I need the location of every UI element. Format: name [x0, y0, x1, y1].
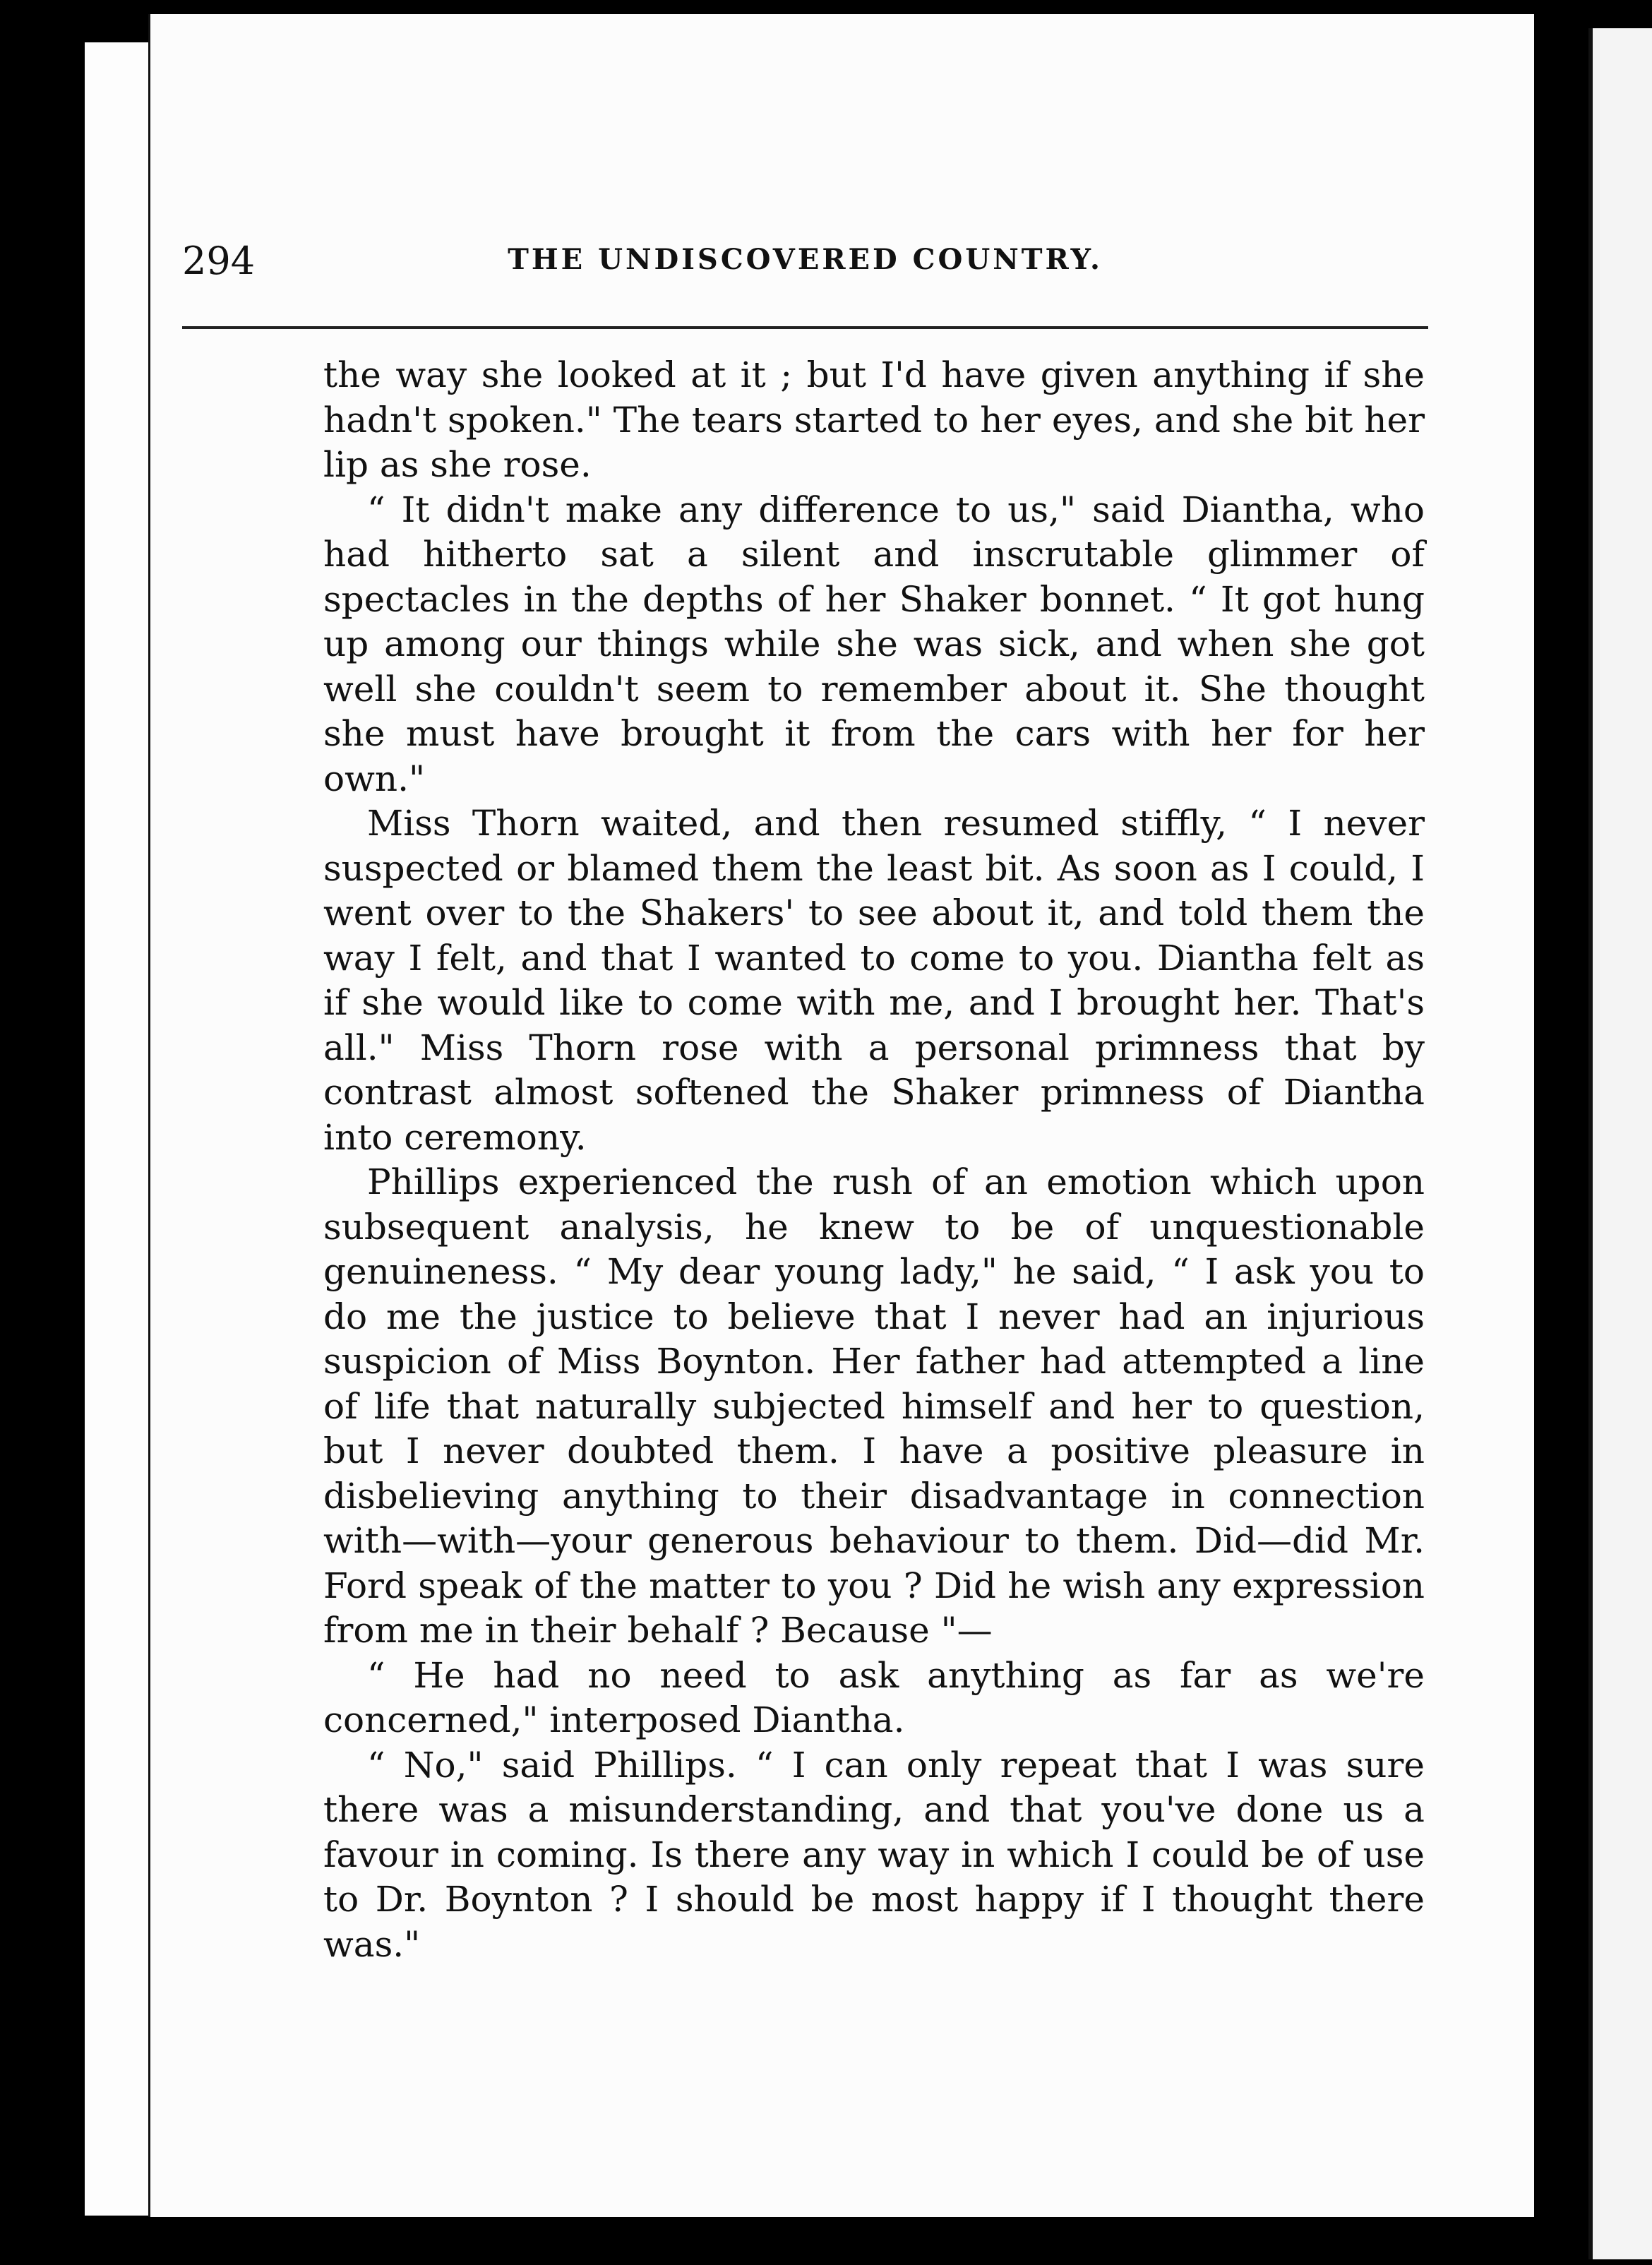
- paragraph: “ No," said Phillips. “ I can only repeat that I was sure there was a misunderstanding, and that you've done us a favour in coming. Is there any way in which I could be of use to Dr. Boynton ? I should be most happy if I thought there was.": [323, 1744, 1425, 1965]
- body-text: [323, 353, 1425, 1967]
- paragraph: Miss Thorn waited, and then resumed stiffly, “ I never suspected or blamed them the least bit. As soon as I could, I went over to the Shakers' to see about it, and told them the way I felt, and that I wanted to come to you. Diantha felt as if she would like to come with me, and I brought her. That's all." Miss Thorn rose with a personal primness that by contrast almost softened the Shaker primness of Diantha into ceremony.: [323, 803, 1425, 1158]
- paragraph: “ He had no need to ask anything as far as we're concerned," interposed Diantha.: [323, 1654, 1425, 1740]
- paragraph: “ It didn't make any difference to us," said Diantha, who had hitherto sat a silent and inscrutable glimmer of spectacles in the depths of her Shaker bonnet. “ It got hung up among our things while she was sick, and when she got well she couldn't seem to remember about it. She thought she must have brought it from the cars with her for her own.": [323, 489, 1425, 799]
- paragraph: Phillips experienced the rush of an emotion which upon subsequent analysis, he knew to be of unquestionable genuineness. “ My dear young lady," he said, “ I ask you to do me the justice to believe that I never had an injurious suspicion of Miss Boynton. Her father had attempted a line of life that naturally subjected himself and her to question, but I never doubted them. I have a positive pleasure in disbelieving anything to their disadvantage in connection with—with—your generous behaviour to them. Did—did Mr. Ford speak of the matter to you ? Did he wish any expression from me in their behalf ? Because "—: [323, 1161, 1425, 1651]
- running-head: [182, 233, 1428, 289]
- header-rule: [182, 326, 1428, 329]
- page-number: 294: [182, 239, 256, 283]
- running-title: THE UNDISCOVERED COUNTRY.: [508, 243, 1103, 276]
- facing-page-edge: [1588, 28, 1652, 2259]
- paragraph: the way she looked at it ; but I'd have given anything if she hadn't spoken." The tears started to her eyes, and she bit her lip as she rose.: [323, 354, 1425, 485]
